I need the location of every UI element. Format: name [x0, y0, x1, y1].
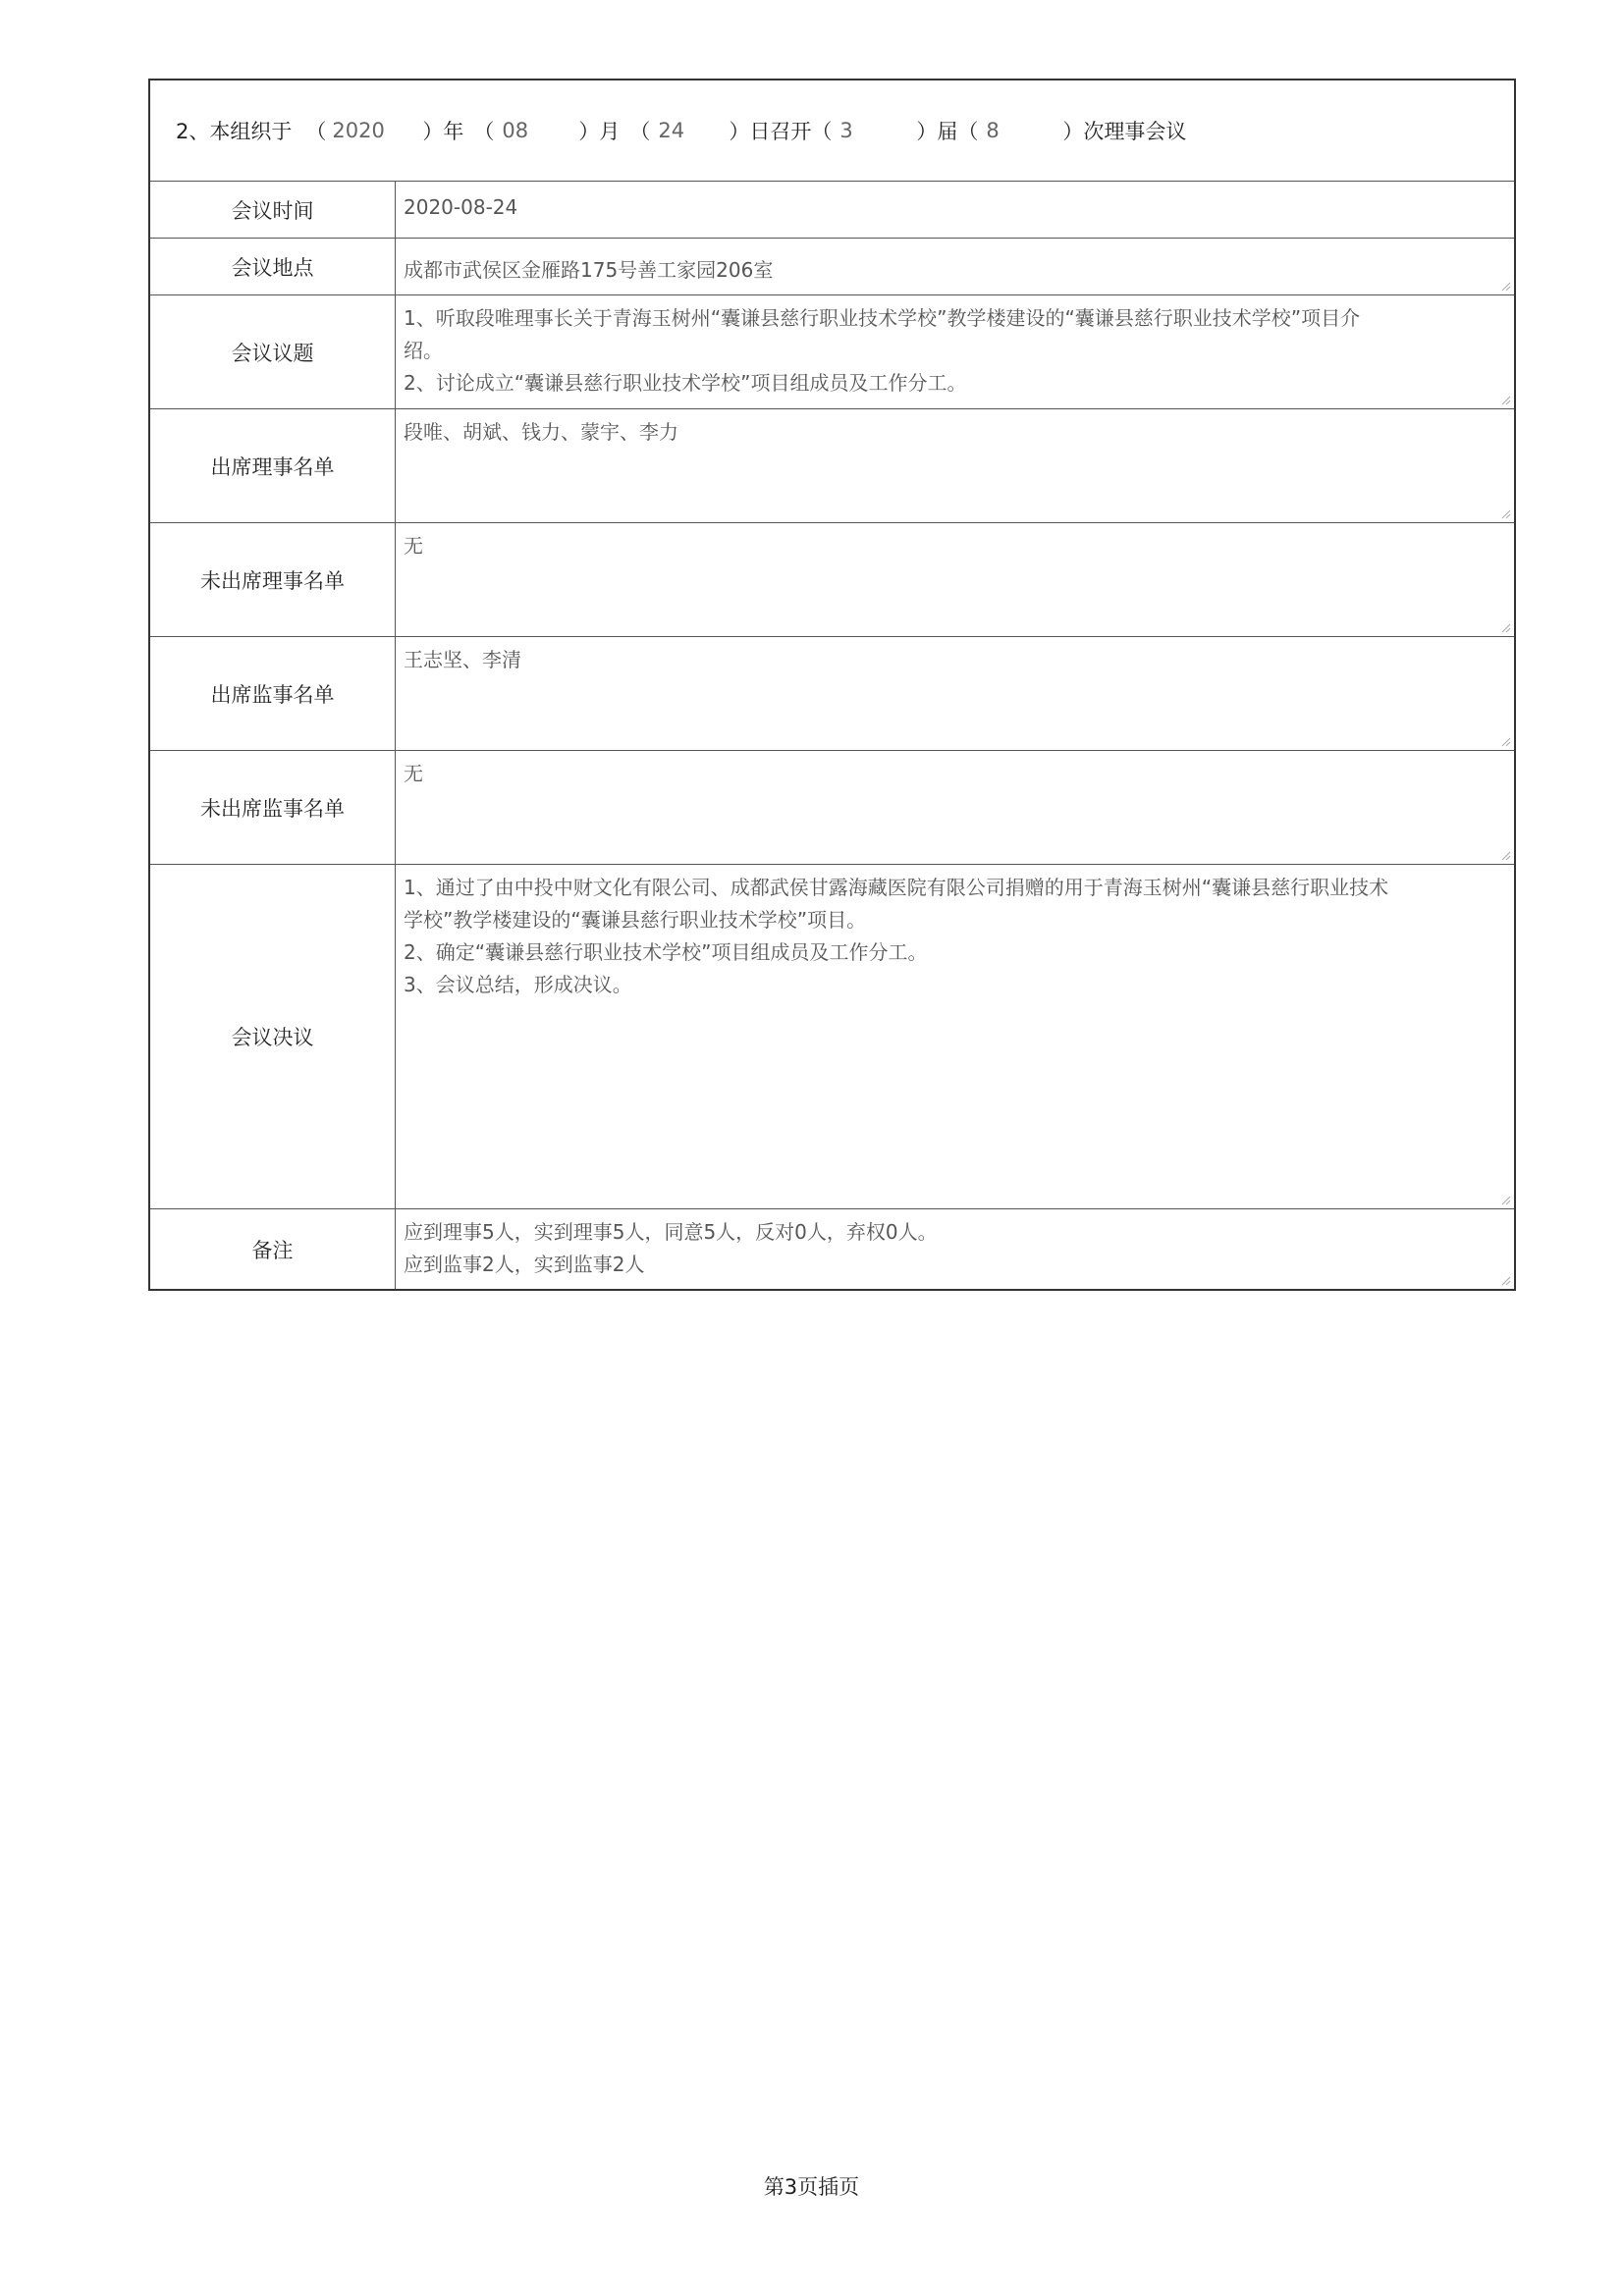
label-meeting-location: 会议地点 [150, 239, 396, 294]
header-year-suffix: ）年 [422, 120, 464, 143]
label-present-supervisors: 出席监事名单 [150, 637, 396, 750]
meeting-location-field[interactable] [396, 239, 1514, 294]
resolution-line: 2、确定“囊谦县慈行职业技术学校”项目组成员及工作分工。 [404, 940, 928, 964]
present-directors-field[interactable] [396, 409, 1514, 522]
header-month: 08 [502, 119, 529, 142]
row-meeting-resolution [150, 865, 1514, 1209]
meeting-time-value: 2020-08-24 [404, 195, 518, 219]
resize-grip-icon[interactable] [1499, 849, 1511, 861]
row-meeting-time [150, 182, 1514, 239]
resolution-line: 学校”教学楼建设的“囊谦县慈行职业技术学校”项目。 [404, 908, 867, 932]
header-open-paren: （ [473, 120, 495, 143]
header-year: 2020 [332, 119, 385, 142]
remarks-line: 应到理事5人，实到理事5人，同意5人，反对0人，弃权0人。 [404, 1220, 938, 1244]
label-remarks: 备注 [150, 1209, 396, 1289]
header-open-paren: （ [305, 120, 327, 143]
label-meeting-time: 会议时间 [150, 182, 396, 238]
row-remarks [150, 1209, 1514, 1289]
remarks-field[interactable] [396, 1209, 1514, 1289]
resolution-line: 1、通过了由中投中财文化有限公司、成都武侯甘露海藏医院有限公司捐赠的用于青海玉树州“囊谦县慈行职业技术 [404, 876, 1389, 899]
topic-line: 2、讨论成立“囊谦县慈行职业技术学校”项目组成员及工作分工。 [404, 371, 967, 395]
header-session: 3 [839, 119, 853, 142]
resize-grip-icon[interactable] [1499, 280, 1511, 292]
header-day: 24 [658, 119, 685, 142]
row-absent-directors [150, 523, 1514, 637]
present-supervisors-value: 王志坚、李清 [404, 648, 521, 671]
present-supervisors-field[interactable] [396, 637, 1514, 750]
resize-grip-icon[interactable] [1499, 394, 1511, 405]
label-present-directors: 出席理事名单 [150, 409, 396, 522]
resize-grip-icon[interactable] [1499, 621, 1511, 633]
row-present-supervisors [150, 637, 1514, 751]
label-absent-supervisors: 未出席监事名单 [150, 751, 396, 864]
absent-supervisors-field[interactable] [396, 751, 1514, 864]
present-directors-value: 段唯、胡斌、钱力、蒙宇、李力 [404, 420, 678, 444]
header-day-suffix: ）日召开（ [729, 120, 833, 143]
resolution-line: 3、会议总结，形成决议。 [404, 973, 632, 996]
row-meeting-location [150, 239, 1514, 295]
page-footer: 第3页插页 [763, 2175, 860, 2199]
absent-directors-field[interactable] [396, 523, 1514, 636]
header-meeting-suffix: ）次理事会议 [1062, 120, 1187, 143]
label-absent-directors: 未出席理事名单 [150, 523, 396, 636]
resize-grip-icon[interactable] [1499, 1194, 1511, 1205]
header-prefix: 2、本组织于 [176, 120, 293, 143]
meeting-topics-field[interactable] [396, 295, 1514, 408]
row-present-directors [150, 409, 1514, 523]
label-meeting-topics: 会议议题 [150, 295, 396, 408]
topic-line: 1、听取段唯理事长关于青海玉树州“囊谦县慈行职业技术学校”教学楼建设的“囊谦县慈行职业技术学校”项目介 [404, 306, 1361, 330]
meeting-time-field[interactable] [396, 182, 1514, 238]
header-open-paren: （ [629, 120, 651, 143]
resize-grip-icon[interactable] [1499, 735, 1511, 747]
absent-supervisors-value: 无 [404, 762, 423, 785]
row-meeting-topics [150, 295, 1514, 409]
topic-line: 绍。 [404, 339, 443, 362]
meeting-location-value: 成都市武侯区金雁路175号善工家园206室 [404, 258, 774, 282]
resize-grip-icon[interactable] [1499, 1274, 1511, 1286]
meeting-record-table [148, 79, 1516, 1291]
absent-directors-value: 无 [404, 534, 423, 558]
header-month-suffix: ）月 [578, 120, 621, 143]
header-session-suffix: ）届（ [916, 120, 979, 143]
meeting-resolution-field[interactable] [396, 865, 1514, 1208]
remarks-line: 应到监事2人，实到监事2人 [404, 1253, 645, 1276]
resize-grip-icon[interactable] [1499, 507, 1511, 519]
row-absent-supervisors [150, 751, 1514, 865]
label-meeting-resolution: 会议决议 [150, 865, 396, 1208]
header-meeting-number: 8 [986, 119, 1000, 142]
meeting-header [150, 80, 1514, 182]
